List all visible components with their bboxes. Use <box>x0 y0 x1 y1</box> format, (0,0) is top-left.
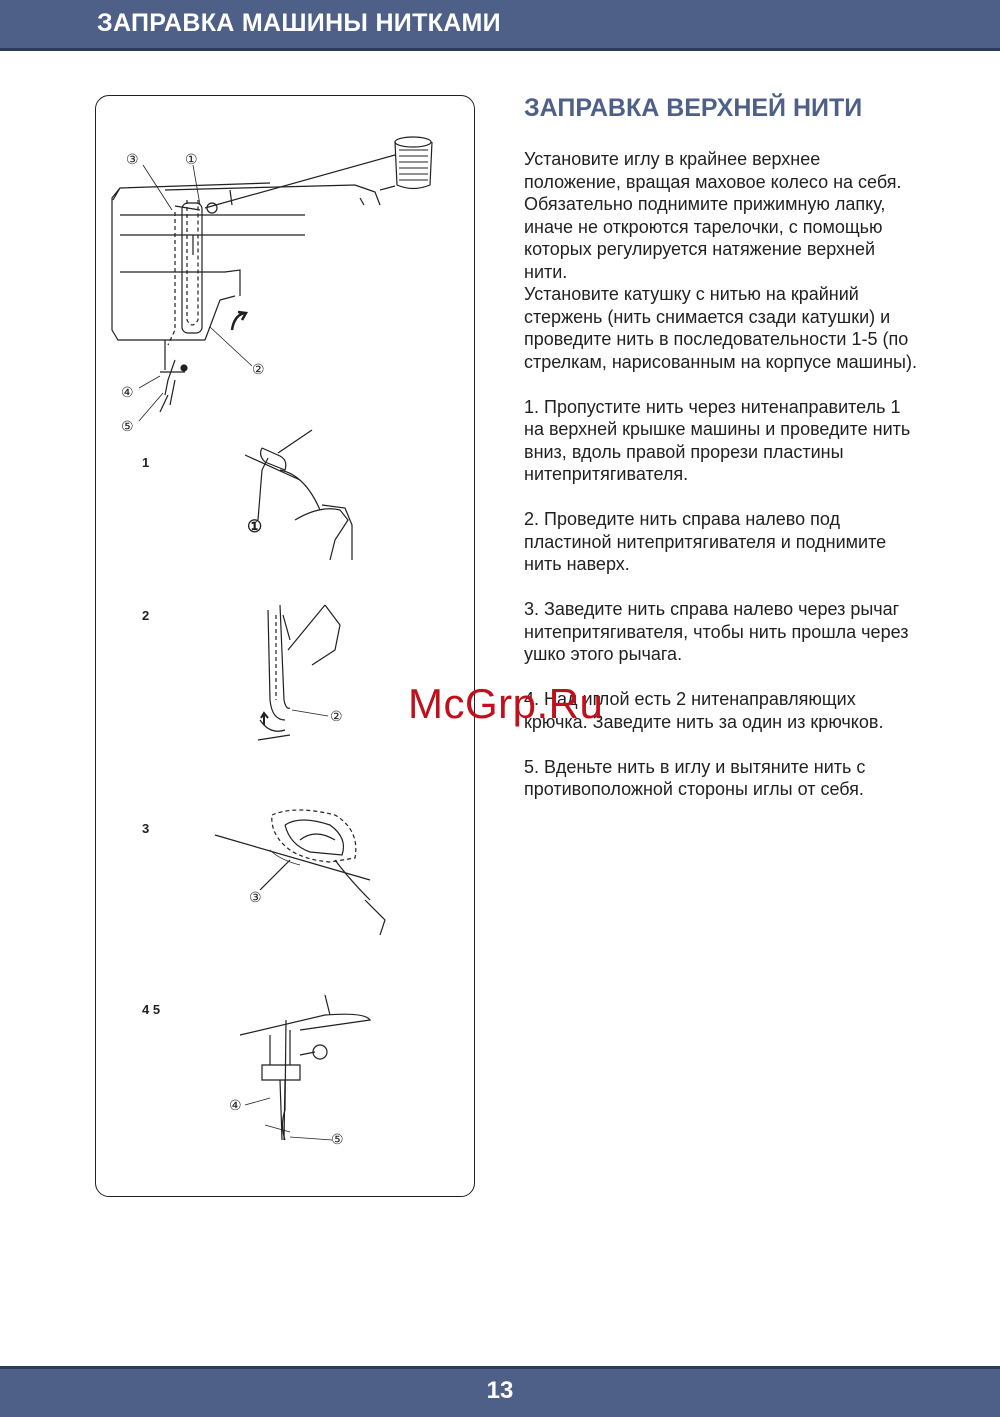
step45-drawing <box>240 995 370 1140</box>
callout-5: ⑤ <box>121 418 134 434</box>
paragraph-step-5: 5. Вденьте нить в иглу и вытяните нить с противоположной стороны иглы от себя. <box>524 756 866 799</box>
paragraph-needle: Установите иглу в крайнее верхнее положение, вращая маховое колесо на себя. <box>524 149 902 192</box>
figure-step-label-2: 2 <box>142 608 150 623</box>
callout-1-step1: ① <box>247 517 263 536</box>
callout-3: ③ <box>126 151 139 167</box>
callout-3-step3: ③ <box>249 889 262 905</box>
paragraph-step-3: 3. Заведите нить справа налево через рычаг нитепритягивателя, чтобы нить прошла через ушко этого рычага. <box>524 599 909 664</box>
step1-drawing <box>245 430 352 560</box>
paragraph-spool: Установите катушку с нитью на крайний стержень (нить снимается сзади катушки) и проведите нить в последовательности 1-5 (по стрелкам, нарисованным на корпусе машины). <box>524 284 917 372</box>
page-header-title: ЗАПРАВКА МАШИНЫ НИТКАМИ <box>97 9 501 37</box>
callout-1: ① <box>185 151 198 167</box>
callout-5-step45: ⑤ <box>331 1131 344 1147</box>
paragraph-step-2: 2. Проведите нить справа налево под пластиной нитепритягивателя и поднимите нить наверх. <box>524 509 887 574</box>
step3-drawing <box>215 810 385 935</box>
machine-overview-drawing <box>112 137 432 421</box>
callout-4-step45: ④ <box>229 1097 242 1113</box>
page-number: 13 <box>486 1377 514 1404</box>
section-title: ЗАПРАВКА ВЕРХНЕЙ НИТИ <box>524 94 863 122</box>
callout-2-step2: ② <box>330 708 343 724</box>
callout-4: ④ <box>121 384 134 400</box>
paragraph-step-4: 4. Над иглой есть 2 нитенаправляющих крючка. Заведите нить за один из крючков. <box>524 689 884 732</box>
figure-step-label-45: 4 5 <box>142 1002 161 1017</box>
callout-2: ② <box>252 361 265 377</box>
paragraph-step-1: 1. Пропустите нить через нитенаправитель 1 на верхней крышке машины и проведите нить вниз, вдоль правой прорези пластины нитепритягивателя. <box>524 396 911 484</box>
step2-drawing <box>258 605 340 740</box>
watermark: McGrp.Ru <box>408 680 604 727</box>
figure-step-label-1: 1 <box>142 455 150 470</box>
figure-step-label-3: 3 <box>142 821 150 836</box>
paragraph-presser-foot: Обязательно поднимите прижимную лапку, иначе не откроются тарелочки, с помощью которых регулируется натяжение верхней нити. <box>524 194 886 282</box>
